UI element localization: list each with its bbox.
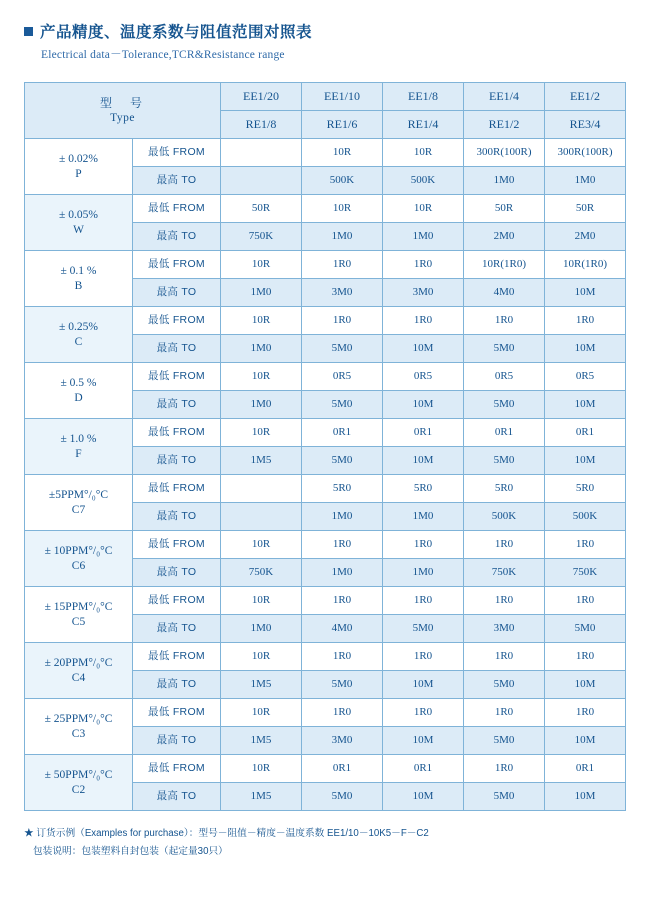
value-cell: 0R5	[464, 363, 545, 391]
from-label: 最低 FROM	[133, 699, 221, 727]
value-cell: 1M5	[221, 447, 302, 475]
value-cell: 1M0	[221, 615, 302, 643]
from-label: 最低 FROM	[133, 139, 221, 167]
value-cell: 10R	[221, 363, 302, 391]
column-header-ee-1: EE1/20	[221, 83, 302, 111]
table-row	[25, 419, 626, 447]
value-cell: 0R1	[302, 755, 383, 783]
value-cell: 5M0	[302, 783, 383, 811]
value-cell: 0R5	[545, 363, 626, 391]
tolerance-code: C3	[71, 727, 86, 740]
value-cell: 0R1	[545, 755, 626, 783]
tolerance-cell	[25, 587, 133, 643]
value-cell: 5M0	[464, 727, 545, 755]
value-cell: 5M0	[464, 391, 545, 419]
table-body	[25, 139, 626, 811]
value-cell: 0R1	[383, 419, 464, 447]
tolerance-code: C2	[71, 783, 86, 796]
type-header-en: Type	[110, 111, 135, 124]
tolerance-value: ± 20PPM°/₀°C	[44, 657, 113, 670]
column-header-ee-3: EE1/8	[383, 83, 464, 111]
value-cell: 5M0	[545, 615, 626, 643]
table-row	[25, 195, 626, 223]
value-cell: 10R	[221, 307, 302, 335]
value-cell: 500K	[383, 167, 464, 195]
tolerance-cell	[25, 195, 133, 251]
value-cell: 10M	[545, 391, 626, 419]
value-cell: 10M	[383, 391, 464, 419]
value-cell: 10M	[545, 335, 626, 363]
value-cell: 1R0	[545, 307, 626, 335]
value-cell	[221, 475, 302, 503]
footnote-packaging: 包装说明：包装塑料自封包装（起定量30只）	[33, 846, 228, 858]
tolerance-code: C4	[71, 671, 86, 684]
tolerance-code: P	[75, 167, 82, 180]
column-header-ee-2: EE1/10	[302, 83, 383, 111]
value-cell: 3M0	[383, 279, 464, 307]
value-cell: 10R	[302, 139, 383, 167]
value-cell: 1R0	[302, 587, 383, 615]
tolerance-cell	[25, 699, 133, 755]
value-cell: 300R(100R)	[464, 139, 545, 167]
table-header	[25, 83, 626, 139]
value-cell: 1R0	[302, 699, 383, 727]
value-cell: 50R	[545, 195, 626, 223]
value-cell: 1M0	[302, 559, 383, 587]
value-cell: 5M0	[302, 447, 383, 475]
value-cell: 4M0	[302, 615, 383, 643]
tolerance-value: ± 50PPM°/₀°C	[44, 769, 113, 782]
from-label: 最低 FROM	[133, 195, 221, 223]
value-cell: 3M0	[302, 727, 383, 755]
value-cell: 1M0	[221, 335, 302, 363]
value-cell: 0R5	[383, 363, 464, 391]
value-cell: 10R	[383, 195, 464, 223]
value-cell: 5M0	[464, 447, 545, 475]
value-cell: 10M	[383, 447, 464, 475]
value-cell: 5M0	[302, 671, 383, 699]
to-label: 最高 TO	[133, 615, 221, 643]
value-cell: 1R0	[545, 643, 626, 671]
value-cell: 1M0	[302, 503, 383, 531]
value-cell: 1M0	[383, 223, 464, 251]
tolerance-value: ± 0.02%	[59, 153, 98, 166]
value-cell: 1R0	[464, 699, 545, 727]
to-label: 最高 TO	[133, 335, 221, 363]
tolerance-cell	[25, 251, 133, 307]
from-label: 最低 FROM	[133, 419, 221, 447]
value-cell	[221, 167, 302, 195]
to-label: 最高 TO	[133, 727, 221, 755]
value-cell: 10M	[545, 727, 626, 755]
column-header-re-3: RE1/4	[383, 111, 464, 139]
tolerance-code: F	[75, 447, 82, 460]
value-cell: 10M	[383, 335, 464, 363]
value-cell: 5M0	[464, 671, 545, 699]
value-cell: 1M0	[383, 559, 464, 587]
value-cell: 5M0	[464, 335, 545, 363]
table-row	[25, 139, 626, 167]
tolerance-cell	[25, 363, 133, 419]
value-cell: 1M0	[383, 503, 464, 531]
value-cell	[221, 139, 302, 167]
value-cell: 5M0	[383, 615, 464, 643]
tolerance-code: D	[74, 391, 83, 404]
value-cell: 500K	[302, 167, 383, 195]
value-cell: 1R0	[302, 251, 383, 279]
column-header-re-5: RE3/4	[545, 111, 626, 139]
value-cell: 1R0	[302, 643, 383, 671]
value-cell: 10R	[302, 195, 383, 223]
type-header-cn: 型 号	[100, 95, 146, 110]
value-cell: 1R0	[545, 699, 626, 727]
value-cell: 50R	[464, 195, 545, 223]
tolerance-cell	[25, 307, 133, 363]
value-cell: 5M0	[302, 335, 383, 363]
tolerance-code: C7	[71, 503, 86, 516]
title-chinese: 产品精度、温度系数与阻值范围对照表	[40, 24, 313, 41]
value-cell: 5R0	[464, 475, 545, 503]
value-cell	[221, 503, 302, 531]
value-cell: 10R	[221, 643, 302, 671]
value-cell: 2M0	[464, 223, 545, 251]
table-row	[25, 307, 626, 335]
value-cell: 10M	[383, 671, 464, 699]
value-cell: 1M5	[221, 783, 302, 811]
value-cell: 300R(100R)	[545, 139, 626, 167]
table-row	[25, 251, 626, 279]
value-cell: 10M	[545, 783, 626, 811]
to-label: 最高 TO	[133, 391, 221, 419]
value-cell: 5R0	[383, 475, 464, 503]
value-cell: 1M0	[221, 391, 302, 419]
value-cell: 1R0	[545, 531, 626, 559]
value-cell: 10M	[545, 447, 626, 475]
value-cell: 10M	[545, 671, 626, 699]
tolerance-value: ± 25PPM°/₀°C	[44, 713, 113, 726]
from-label: 最低 FROM	[133, 251, 221, 279]
value-cell: 1R0	[464, 643, 545, 671]
value-cell: 10R	[221, 755, 302, 783]
from-label: 最低 FROM	[133, 755, 221, 783]
value-cell: 1R0	[383, 251, 464, 279]
column-header-re-2: RE1/6	[302, 111, 383, 139]
column-header-ee-4: EE1/4	[464, 83, 545, 111]
from-label: 最低 FROM	[133, 643, 221, 671]
to-label: 最高 TO	[133, 167, 221, 195]
value-cell: 750K	[545, 559, 626, 587]
value-cell: 10M	[383, 783, 464, 811]
value-cell: 10R	[221, 699, 302, 727]
value-cell: 5R0	[302, 475, 383, 503]
value-cell: 1R0	[383, 531, 464, 559]
value-cell: 0R1	[545, 419, 626, 447]
title-english: Electrical data－Tolerance,TCR&Resistance range	[41, 49, 285, 61]
value-cell: 50R	[221, 195, 302, 223]
value-cell: 1M0	[302, 223, 383, 251]
table-row	[25, 475, 626, 503]
tolerance-code: C6	[71, 559, 86, 572]
to-label: 最高 TO	[133, 559, 221, 587]
value-cell: 0R1	[302, 419, 383, 447]
value-cell: 1M5	[221, 727, 302, 755]
table-header-row-1	[25, 83, 626, 111]
value-cell: 500K	[464, 503, 545, 531]
to-label: 最高 TO	[133, 671, 221, 699]
value-cell: 1R0	[383, 699, 464, 727]
type-header-cell	[25, 83, 221, 139]
to-label: 最高 TO	[133, 279, 221, 307]
to-label: 最高 TO	[133, 223, 221, 251]
from-label: 最低 FROM	[133, 587, 221, 615]
value-cell: 10R	[383, 139, 464, 167]
tolerance-code: C	[74, 335, 83, 348]
value-cell: 0R1	[383, 755, 464, 783]
from-label: 最低 FROM	[133, 475, 221, 503]
tolerance-cell	[25, 419, 133, 475]
value-cell: 750K	[221, 559, 302, 587]
value-cell: 5M0	[302, 391, 383, 419]
value-cell: 1M0	[545, 167, 626, 195]
value-cell: 750K	[221, 223, 302, 251]
electrical-data-table-wrap	[24, 82, 626, 811]
from-label: 最低 FROM	[133, 363, 221, 391]
value-cell: 500K	[545, 503, 626, 531]
value-cell: 0R1	[464, 419, 545, 447]
value-cell: 3M0	[302, 279, 383, 307]
tolerance-value: ± 1.0 %	[60, 433, 97, 446]
value-cell: 1R0	[464, 587, 545, 615]
electrical-data-table	[24, 82, 626, 811]
value-cell: 5M0	[464, 783, 545, 811]
value-cell: 10R(1R0)	[464, 251, 545, 279]
table-row	[25, 587, 626, 615]
from-label: 最低 FROM	[133, 531, 221, 559]
to-label: 最高 TO	[133, 783, 221, 811]
value-cell: 10R	[221, 251, 302, 279]
to-label: 最高 TO	[133, 503, 221, 531]
tolerance-value: ± 15PPM°/₀°C	[44, 601, 113, 614]
column-header-re-4: RE1/2	[464, 111, 545, 139]
value-cell: 1M0	[464, 167, 545, 195]
tolerance-value: ± 0.05%	[59, 209, 98, 222]
value-cell: 1R0	[464, 531, 545, 559]
value-cell: 1R0	[302, 307, 383, 335]
tolerance-code: W	[73, 223, 84, 236]
value-cell: 2M0	[545, 223, 626, 251]
value-cell: 1R0	[302, 531, 383, 559]
table-row	[25, 755, 626, 783]
footnote-order-example: ★ 订货示例（Examples for purchase）：型号－阻值－精度－温度系数 EE1/10－10K5－F－C2	[24, 828, 429, 839]
value-cell: 4M0	[464, 279, 545, 307]
tolerance-cell	[25, 531, 133, 587]
tolerance-cell	[25, 475, 133, 531]
tolerance-cell	[25, 643, 133, 699]
bullet-square-icon	[24, 27, 33, 36]
value-cell: 5R0	[545, 475, 626, 503]
tolerance-cell	[25, 755, 133, 811]
tolerance-value: ± 10PPM°/₀°C	[44, 545, 113, 558]
footnotes	[24, 825, 626, 862]
value-cell: 1M0	[221, 279, 302, 307]
column-header-ee-5: EE1/2	[545, 83, 626, 111]
tolerance-value: ±5PPM°/₀°C	[48, 489, 109, 502]
value-cell: 3M0	[464, 615, 545, 643]
table-row	[25, 643, 626, 671]
value-cell: 10M	[383, 727, 464, 755]
value-cell: 1R0	[383, 643, 464, 671]
from-label: 最低 FROM	[133, 307, 221, 335]
tolerance-value: ± 0.1 %	[60, 265, 97, 278]
value-cell: 1R0	[545, 587, 626, 615]
tolerance-value: ± 0.5 %	[60, 377, 97, 390]
value-cell: 1M5	[221, 671, 302, 699]
table-row	[25, 531, 626, 559]
tolerance-value: ± 0.25%	[59, 321, 98, 334]
tolerance-code: C5	[71, 615, 86, 628]
value-cell: 1R0	[464, 307, 545, 335]
tolerance-code: B	[74, 279, 83, 292]
value-cell: 0R5	[302, 363, 383, 391]
value-cell: 10M	[545, 279, 626, 307]
value-cell: 10R	[221, 587, 302, 615]
table-row	[25, 363, 626, 391]
value-cell: 10R	[221, 419, 302, 447]
column-header-re-1: RE1/8	[221, 111, 302, 139]
tolerance-cell	[25, 139, 133, 195]
page-title	[24, 20, 626, 42]
value-cell: 10R	[221, 531, 302, 559]
to-label: 最高 TO	[133, 447, 221, 475]
value-cell: 1R0	[383, 587, 464, 615]
value-cell: 1R0	[383, 307, 464, 335]
value-cell: 10R(1R0)	[545, 251, 626, 279]
table-row	[25, 699, 626, 727]
value-cell: 750K	[464, 559, 545, 587]
value-cell: 1R0	[464, 755, 545, 783]
